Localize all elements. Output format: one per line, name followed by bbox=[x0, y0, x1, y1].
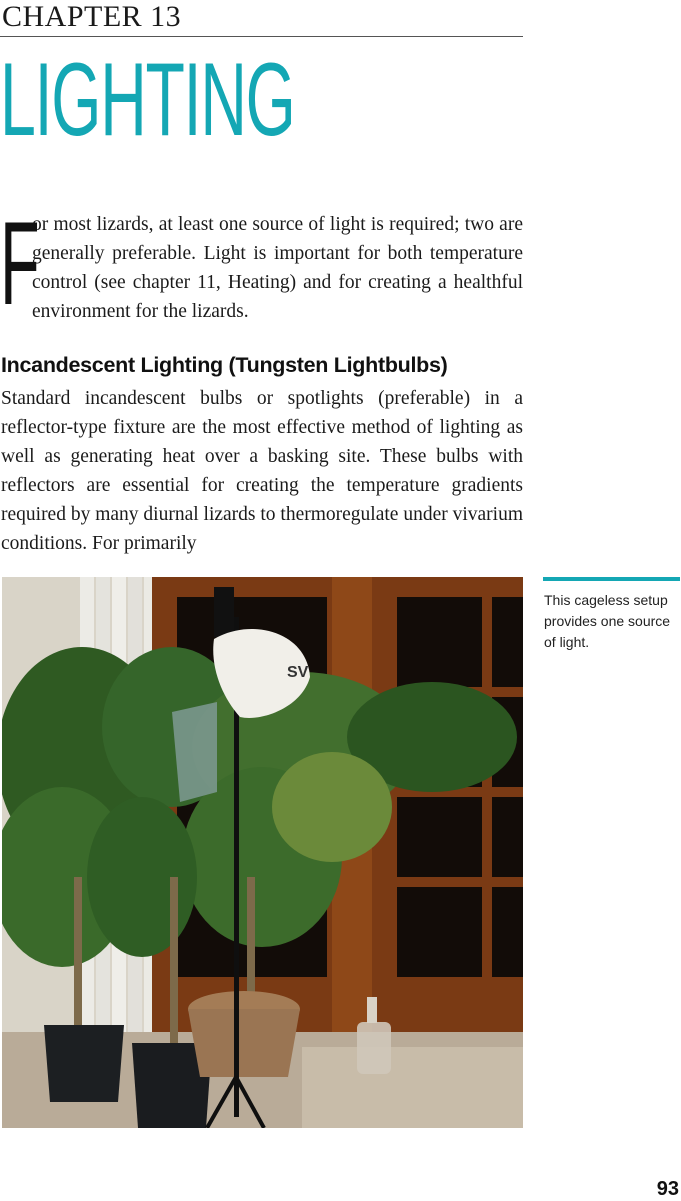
drop-cap: F bbox=[0, 198, 40, 330]
chapter-label: CHAPTER 13 bbox=[2, 0, 182, 33]
section-body bbox=[1, 384, 523, 558]
section-heading: Incandescent Lighting (Tungsten Lightbulbs) bbox=[1, 353, 448, 377]
lamp-label: SV bbox=[287, 664, 309, 681]
cageless-setup-photo bbox=[2, 577, 523, 1128]
section-text: Standard incandescent bulbs or spotlights (preferable) in a reflector-type fixture are the most effective method of lighting as well as generating heat over a basking site. These bulbs with reflectors are essential for creating the temperature gradients required by many diurnal lizards to thermoregulate under vivarium conditions. For primarily bbox=[1, 388, 523, 554]
page-number: 93 bbox=[656, 1178, 679, 1200]
intro-text: or most lizards, at least one source of light is required; two are generally preferable. Light is important for both temperature control (see chapter 11, Heating) and for creating a healthful environment for the lizards. bbox=[32, 214, 523, 322]
chapter-title: LIGHTING bbox=[0, 42, 295, 158]
caption-rule bbox=[543, 577, 680, 581]
intro-paragraph bbox=[0, 198, 523, 330]
photo-illustration bbox=[2, 577, 523, 1128]
figure-caption: This cageless setup provides one source of light. bbox=[544, 592, 671, 650]
chapter-rule bbox=[0, 36, 523, 37]
